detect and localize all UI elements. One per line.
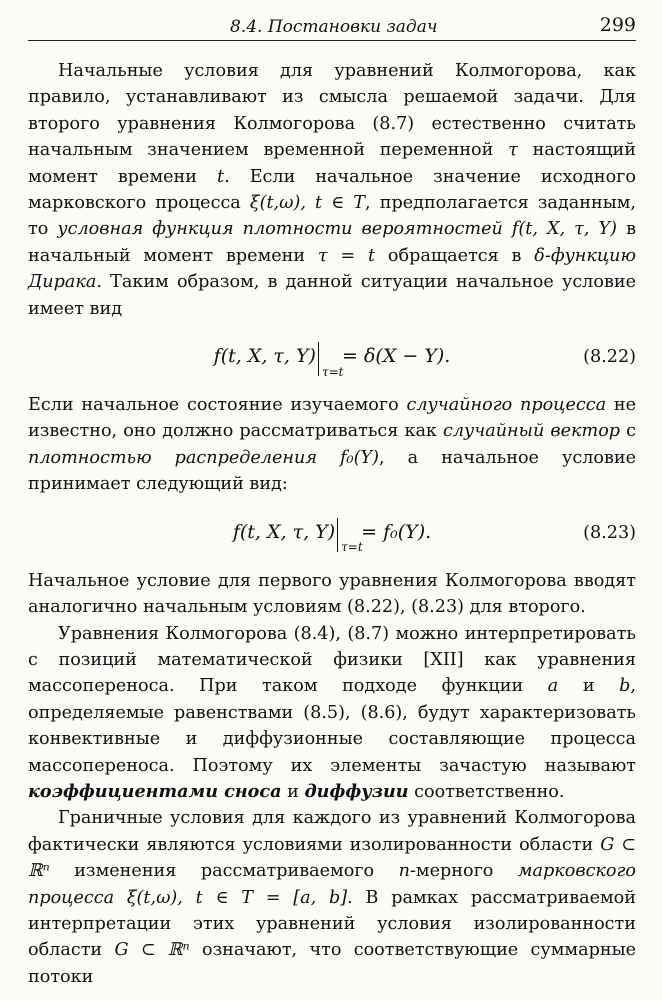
equation-8-23 (28, 498, 636, 568)
text-run: Если начальное состояние изучаемого (28, 395, 407, 416)
page-body (28, 58, 636, 990)
equation-rhs: = δ(X − Y). (335, 345, 451, 368)
emphasis-term: случайного процесса (406, 395, 607, 416)
text-run: обращается в (375, 245, 535, 266)
math-b: b (619, 676, 631, 697)
text-run: -мерного (409, 861, 518, 882)
bold-term: коэффициентами сноса (28, 780, 282, 802)
equation-lhs: f(t, X, τ, Y) (232, 520, 336, 543)
math-a: a (547, 676, 559, 697)
text-run: Граничные условия для каждого из уравнений Колмогорова фактически являются условиями изолированности области (28, 808, 636, 855)
equation-8-22 (28, 322, 636, 392)
section-title: 8.4. Постановки задач (230, 17, 438, 37)
equation-lhs: f(t, X, τ, Y) (213, 345, 316, 368)
math-xi: ξ(t,ω), t ∈ T (249, 193, 366, 214)
text-run: . Если начальное значение исходного марковского процесса (28, 166, 636, 214)
paragraph-mass-transfer (28, 621, 636, 806)
math-t: t (217, 166, 225, 187)
text-run: , а начальное условие принимает следующий вид: (28, 447, 637, 495)
text-run: . В рамках рассматриваемой интерпретации этих уравнений условия изолированности области (28, 887, 637, 961)
page-number: 299 (599, 14, 636, 36)
emphasis-term: плотностью распределения (28, 447, 317, 468)
text-run: соответственно. (408, 781, 565, 802)
math-tau: τ (508, 140, 518, 161)
evaluation-bar (337, 518, 363, 555)
text-run: изменения рассматриваемого (49, 861, 399, 882)
math-n: n (398, 861, 410, 882)
emphasis-term: условная функция плотности вероятностей (57, 219, 503, 240)
evaluation-subscript: τ=t (321, 364, 344, 379)
text-run: и (558, 676, 620, 697)
math-f0: f₀(Y) (317, 447, 379, 468)
paragraph-first-equation: Начальное условие для первого уравнения Колмогорова вводят аналогично начальным условиям (8.22), (8.23) для второго. (28, 570, 636, 618)
text-run: в начальный момент времени (28, 219, 636, 266)
text-run: означают, что соответствующие суммарные потоки (28, 940, 636, 987)
equation-formula (28, 518, 636, 555)
equation-rhs: = f₀(Y). (355, 520, 432, 543)
paragraph-random-initial-state (28, 392, 636, 498)
text-run: не известно, оно должно рассматриваться как (28, 395, 636, 442)
math-f: f(t, X, τ, Y) (502, 219, 618, 240)
text-run: , предполагается заданным, то (28, 193, 636, 240)
paragraph-boundary-conditions (28, 805, 636, 990)
text-run: , определяемые равенствами (8.5), (8.6), будут характеризовать конвективные и диффузионные составляющие процесса массопереноса. Поэтому их элементы зачастую называют (28, 676, 636, 776)
evaluation-subscript: τ=t (341, 540, 363, 555)
paragraph-initial-conditions (28, 58, 636, 322)
text-run: с (620, 421, 636, 442)
math-G-subset: G ⊂ ℝⁿ (28, 834, 636, 882)
text-run: и (281, 781, 305, 802)
equation-formula (28, 342, 636, 379)
math-tau-eq-t: τ = t (317, 245, 376, 266)
text-run: . Таким образом, в данной ситуации начальное условие имеет вид (28, 272, 636, 319)
emphasis-term: случайный вектор (443, 421, 621, 442)
running-header (28, 14, 636, 41)
math-G-subset: G ⊂ ℝⁿ (114, 940, 190, 961)
text-run: Уравнения Колмогорова (8.4), (8.7) можно интерпретировать с позиций математической физики [XII] как уравнения массопереноса. При таком подходе функции (28, 623, 636, 697)
evaluation-bar (318, 342, 344, 379)
text-run: Начальные условия для уравнений Колмогорова, как правило, устанавливают из смысла решаемой задачи. Для второго уравнения Колмогорова (8.7) естественно считать начальным значением временной переменной (28, 61, 636, 161)
emphasis-term: марковского процесса (28, 861, 637, 908)
bold-term: диффузии (304, 780, 409, 802)
equation-number: (8.23) (583, 522, 636, 543)
emphasis-term: δ-функцию Дирака (28, 245, 636, 293)
equation-number: (8.22) (583, 347, 636, 368)
math-xi: ξ(t,ω), t ∈ T = [a, b] (114, 887, 348, 908)
text-run: настоящий момент времени (28, 140, 636, 187)
